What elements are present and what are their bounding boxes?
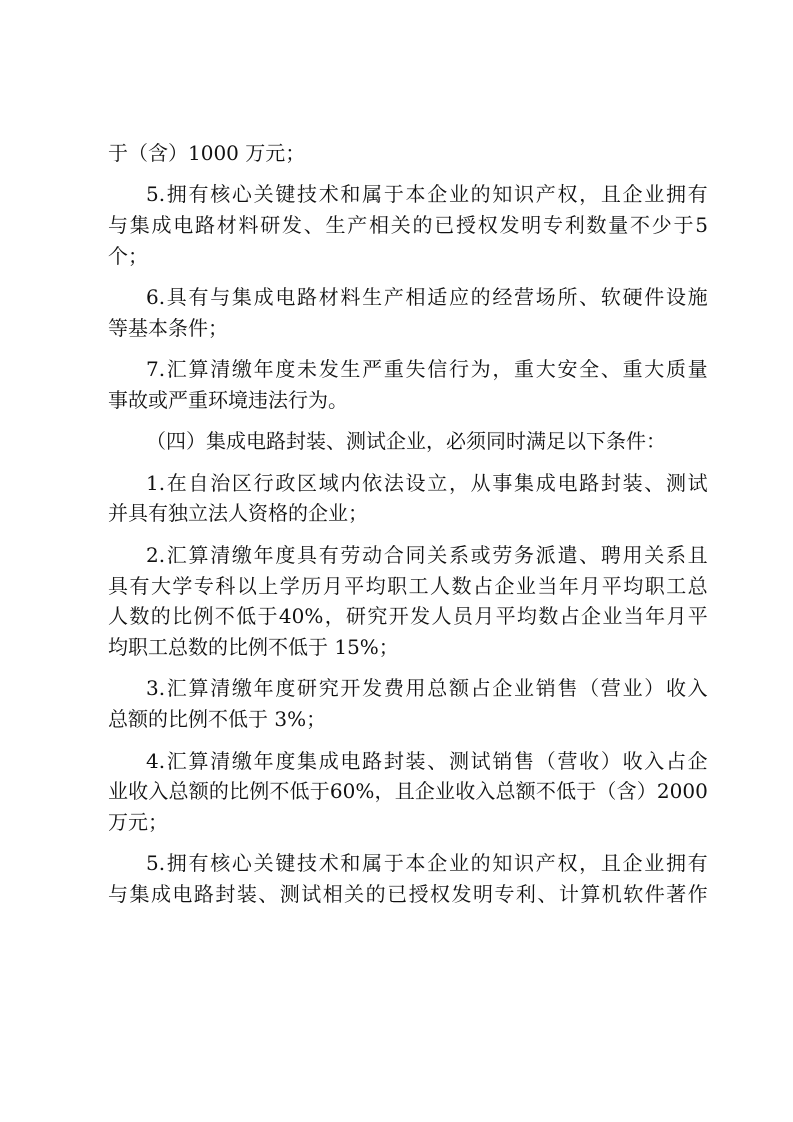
text-line: （四）集成电路封装、测试企业，必须同时满足以下条件： — [146, 429, 666, 454]
text-line: 个； — [108, 243, 148, 268]
text-line: 万元； — [108, 810, 168, 835]
text-line: 人 数 的 比 例 不 低 于 40% ， 研 究 开 发 人 员 月 平 均 数 占 企 业 当 年 月 平 — [108, 604, 708, 629]
text-line: 1. 在 自 治 区 行 政 区 域 内 依 法 设 立 ， 从 事 集 成 电 路 封 装 、 测 试 — [146, 470, 708, 495]
text-line: 与 集 成 电 路 封 装 、 测 试 相 关 的 已 授 权 发 明 专 利 、 计 算 机 软 件 著 作 — [108, 882, 708, 907]
text-line: 于（含）1000 万元； — [108, 141, 306, 165]
text-line: 5. 拥 有 核 心 关 键 技 术 和 属 于 本 企 业 的 知 识 产 权 ， 且 企 业 拥 有 — [146, 851, 708, 876]
text-line: 具 有 大 学 专 科 以 上 学 历 月 平 均 职 工 人 数 占 企 业 当 年 月 平 均 职 工 总 — [108, 573, 708, 598]
text-line: 与 集 成 电 路 材 料 研 发 、 生 产 相 关 的 已 授 权 发 明 专 利 数 量 不 少 于 5 — [108, 213, 708, 238]
text-line: 4. 汇 算 清 缴 年 度 集 成 电 路 封 装 、 测 试 销 售 （ 营 收 ） 收 入 占 企 — [146, 748, 708, 773]
text-line: 事故或严重环境违法行为。 — [108, 388, 348, 413]
text-line: 均职工总数的比例不低于 15%； — [108, 635, 399, 660]
text-line: 业 收 入 总 额 的 比 例 不 低 于 60% ， 且 企 业 收 入 总 额 不 低 于 （ 含 ） 2000 — [108, 779, 708, 804]
text-line: 总额的比例不低于 3%； — [108, 707, 327, 732]
text-line: 2. 汇 算 清 缴 年 度 具 有 劳 动 合 同 关 系 或 劳 务 派 遣 、 聘 用 关 系 且 — [146, 542, 708, 567]
text-line: 3. 汇 算 清 缴 年 度 研 究 开 发 费 用 总 额 占 企 业 销 售 （ 营 业 ） 收 入 — [146, 676, 708, 701]
text-line: 7. 汇 算 清 缴 年 度 未 发 生 严 重 失 信 行 为 ， 重 大 安 全 、 重 大 质 量 — [146, 357, 708, 382]
text-line: 等基本条件； — [108, 315, 228, 340]
document-body — [108, 138, 708, 910]
text-line: 5. 拥 有 核 心 关 键 技 术 和 属 于 本 企 业 的 知 识 产 权 ， 且 企 业 拥 有 — [146, 182, 708, 207]
text-line: 并具有独立法人资格的企业； — [108, 501, 368, 526]
text-line: 6. 具 有 与 集 成 电 路 材 料 生 产 相 适 应 的 经 营 场 所 、 软 硬 件 设 施 — [146, 285, 708, 310]
